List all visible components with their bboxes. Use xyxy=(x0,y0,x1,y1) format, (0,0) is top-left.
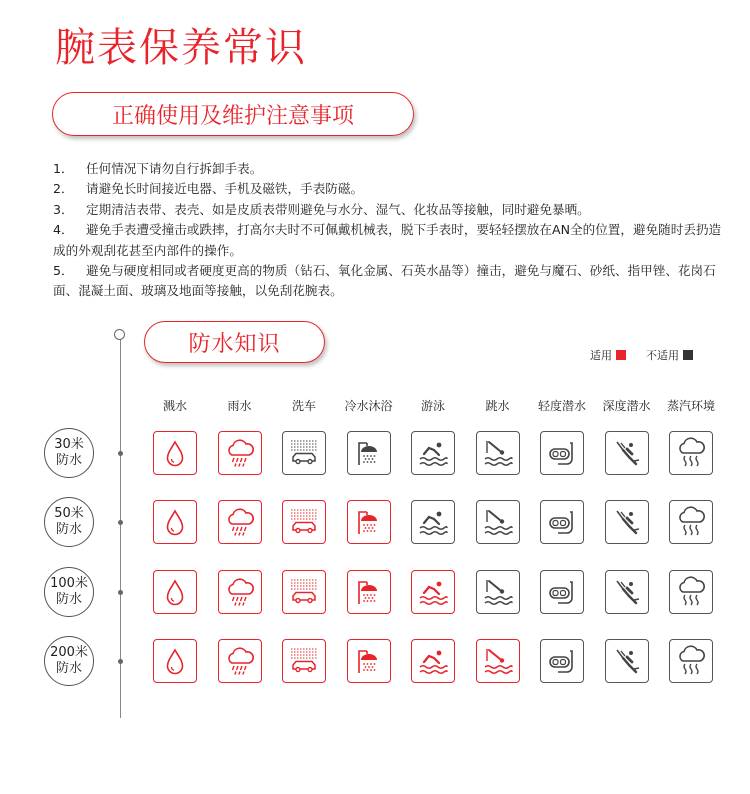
rain-cloud-icon xyxy=(222,435,258,471)
diving-icon xyxy=(480,504,516,540)
rule-number: 3． xyxy=(53,201,74,217)
column-header: 雨水 xyxy=(227,399,252,413)
shower-icon xyxy=(351,574,387,610)
depth-rating-text: 防水 xyxy=(55,453,82,468)
depth-rating-depth: 50米 xyxy=(54,506,84,521)
swimming-icon xyxy=(415,504,451,540)
activity-cell xyxy=(411,500,455,544)
snorkel-mask-icon xyxy=(544,643,580,679)
timeline-start-circle xyxy=(114,329,125,340)
activity-cell xyxy=(605,431,649,475)
snorkel-mask-icon xyxy=(544,435,580,471)
legend-not-applicable-label: 不适用 xyxy=(646,349,679,362)
rule-item xyxy=(53,220,723,261)
activity-cell xyxy=(153,639,197,683)
depth-rating-text: 防水 xyxy=(55,592,82,607)
rule-text: 请避免长时间接近电器、手机及磁铁，手表防磁。 xyxy=(86,181,364,197)
shower-icon xyxy=(351,504,387,540)
water-drop-icon xyxy=(157,504,193,540)
swimming-icon xyxy=(415,574,451,610)
water-drop-icon xyxy=(157,574,193,610)
activity-cell xyxy=(218,431,262,475)
activity-cell xyxy=(282,639,326,683)
activity-cell xyxy=(153,570,197,614)
rule-item xyxy=(53,179,723,199)
activity-cell xyxy=(669,639,713,683)
activity-cell xyxy=(605,570,649,614)
activity-cell xyxy=(669,431,713,475)
activity-cell xyxy=(411,431,455,475)
scuba-diver-icon xyxy=(609,574,645,610)
car-wash-icon xyxy=(286,574,322,610)
rain-cloud-icon xyxy=(222,504,258,540)
rule-item xyxy=(53,200,723,220)
activity-cell xyxy=(282,431,326,475)
car-wash-icon xyxy=(286,504,322,540)
rain-cloud-icon xyxy=(222,574,258,610)
activity-cell xyxy=(282,500,326,544)
timeline-dot xyxy=(118,590,123,595)
rule-number: 5． xyxy=(53,263,74,279)
depth-rating-label xyxy=(44,497,94,547)
activity-cell xyxy=(476,639,520,683)
activity-cell xyxy=(605,500,649,544)
swimming-icon xyxy=(415,643,451,679)
activity-cell xyxy=(476,500,520,544)
water-drop-icon xyxy=(157,435,193,471)
rule-number: 4． xyxy=(53,222,74,238)
rule-number: 1． xyxy=(53,161,74,176)
legend-not-applicable-swatch xyxy=(683,350,693,360)
diving-icon xyxy=(480,435,516,471)
activity-cell xyxy=(347,431,391,475)
car-wash-icon xyxy=(286,435,322,471)
activity-cell xyxy=(540,500,584,544)
column-header: 深度潜水 xyxy=(602,399,651,413)
rule-item xyxy=(53,261,723,302)
swimming-icon xyxy=(415,435,451,471)
activity-cell xyxy=(669,570,713,614)
snorkel-mask-icon xyxy=(544,504,580,540)
activity-cell xyxy=(476,431,520,475)
column-header: 跳水 xyxy=(485,399,510,413)
activity-cell xyxy=(153,500,197,544)
activity-cell xyxy=(411,570,455,614)
activity-cell xyxy=(347,570,391,614)
column-header: 溅水 xyxy=(162,399,187,413)
activity-cell xyxy=(540,570,584,614)
steam-cloud-icon xyxy=(673,435,709,471)
depth-rating-depth: 100米 xyxy=(50,576,88,591)
scuba-diver-icon xyxy=(609,435,645,471)
depth-rating-label xyxy=(44,428,94,478)
column-header: 游泳 xyxy=(420,399,445,413)
activity-cell xyxy=(218,500,262,544)
rule-text: 定期清洁表带、表壳、如是皮质表带则避免与水分、湿气、化妆品等接触，同时避免暴晒。 xyxy=(86,201,590,217)
timeline-dot xyxy=(118,520,123,525)
column-header: 洗车 xyxy=(291,399,316,413)
diving-icon xyxy=(480,643,516,679)
activity-cell xyxy=(218,570,262,614)
steam-cloud-icon xyxy=(673,643,709,679)
depth-rating-depth: 30米 xyxy=(54,437,84,452)
depth-rating-text: 防水 xyxy=(55,661,82,676)
shower-icon xyxy=(351,643,387,679)
legend-applicable xyxy=(590,347,626,363)
rule-text: 避免手表遭受撞击或跌摔，打高尔夫时不可佩戴机械表，脱下手表时，要轻轻摆放在AN全的位置，避免随时丢扔造成的外观刮花甚至内部件的操作。 xyxy=(53,222,722,258)
activity-cell xyxy=(347,500,391,544)
column-header: 轻度潜水 xyxy=(537,399,586,413)
depth-rating-depth: 200米 xyxy=(50,645,88,660)
scuba-diver-icon xyxy=(609,504,645,540)
activity-cell xyxy=(669,500,713,544)
snorkel-mask-icon xyxy=(544,574,580,610)
diving-icon xyxy=(480,574,516,610)
activity-cell xyxy=(476,570,520,614)
timeline-dot xyxy=(118,659,123,664)
car-wash-icon xyxy=(286,643,322,679)
activity-cell xyxy=(153,431,197,475)
depth-rating-label xyxy=(44,636,94,686)
legend-applicable-label: 适用 xyxy=(590,349,612,362)
rule-item xyxy=(53,159,723,179)
maintenance-rules-list xyxy=(53,159,723,302)
page-title: 腕表保养常识 xyxy=(55,25,307,71)
legend-applicable-swatch xyxy=(616,350,626,360)
legend xyxy=(590,347,713,363)
activity-cell xyxy=(540,431,584,475)
section-heading-maintenance: 正确使用及维护注意事项 xyxy=(52,92,414,136)
activity-cell xyxy=(605,639,649,683)
legend-not-applicable xyxy=(646,347,693,363)
rule-number: 2． xyxy=(53,181,74,197)
activity-cell xyxy=(282,570,326,614)
rain-cloud-icon xyxy=(222,643,258,679)
shower-icon xyxy=(351,435,387,471)
section-heading-waterproof: 防水知识 xyxy=(144,321,325,363)
depth-rating-label xyxy=(44,567,94,617)
depth-rating-text: 防水 xyxy=(55,522,82,537)
activity-cell xyxy=(411,639,455,683)
steam-cloud-icon xyxy=(673,574,709,610)
rule-text: 避免与硬度相同或者硬度更高的物质（钻石、氧化金属、石英水晶等）撞击，避免与魔石、砂纸、指甲锉、花岗石面、混凝土面、玻璃及地面等接触，以免刮花腕表。 xyxy=(53,263,716,299)
steam-cloud-icon xyxy=(673,504,709,540)
column-header: 蒸汽环境 xyxy=(666,399,715,413)
water-drop-icon xyxy=(157,643,193,679)
activity-cell xyxy=(540,639,584,683)
activity-cell xyxy=(218,639,262,683)
activity-cell xyxy=(347,639,391,683)
column-header: 冷水沐浴 xyxy=(344,399,393,413)
timeline-dot xyxy=(118,451,123,456)
rule-text: 任何情况下请勿自行拆卸手表。 xyxy=(86,161,263,176)
scuba-diver-icon xyxy=(609,643,645,679)
